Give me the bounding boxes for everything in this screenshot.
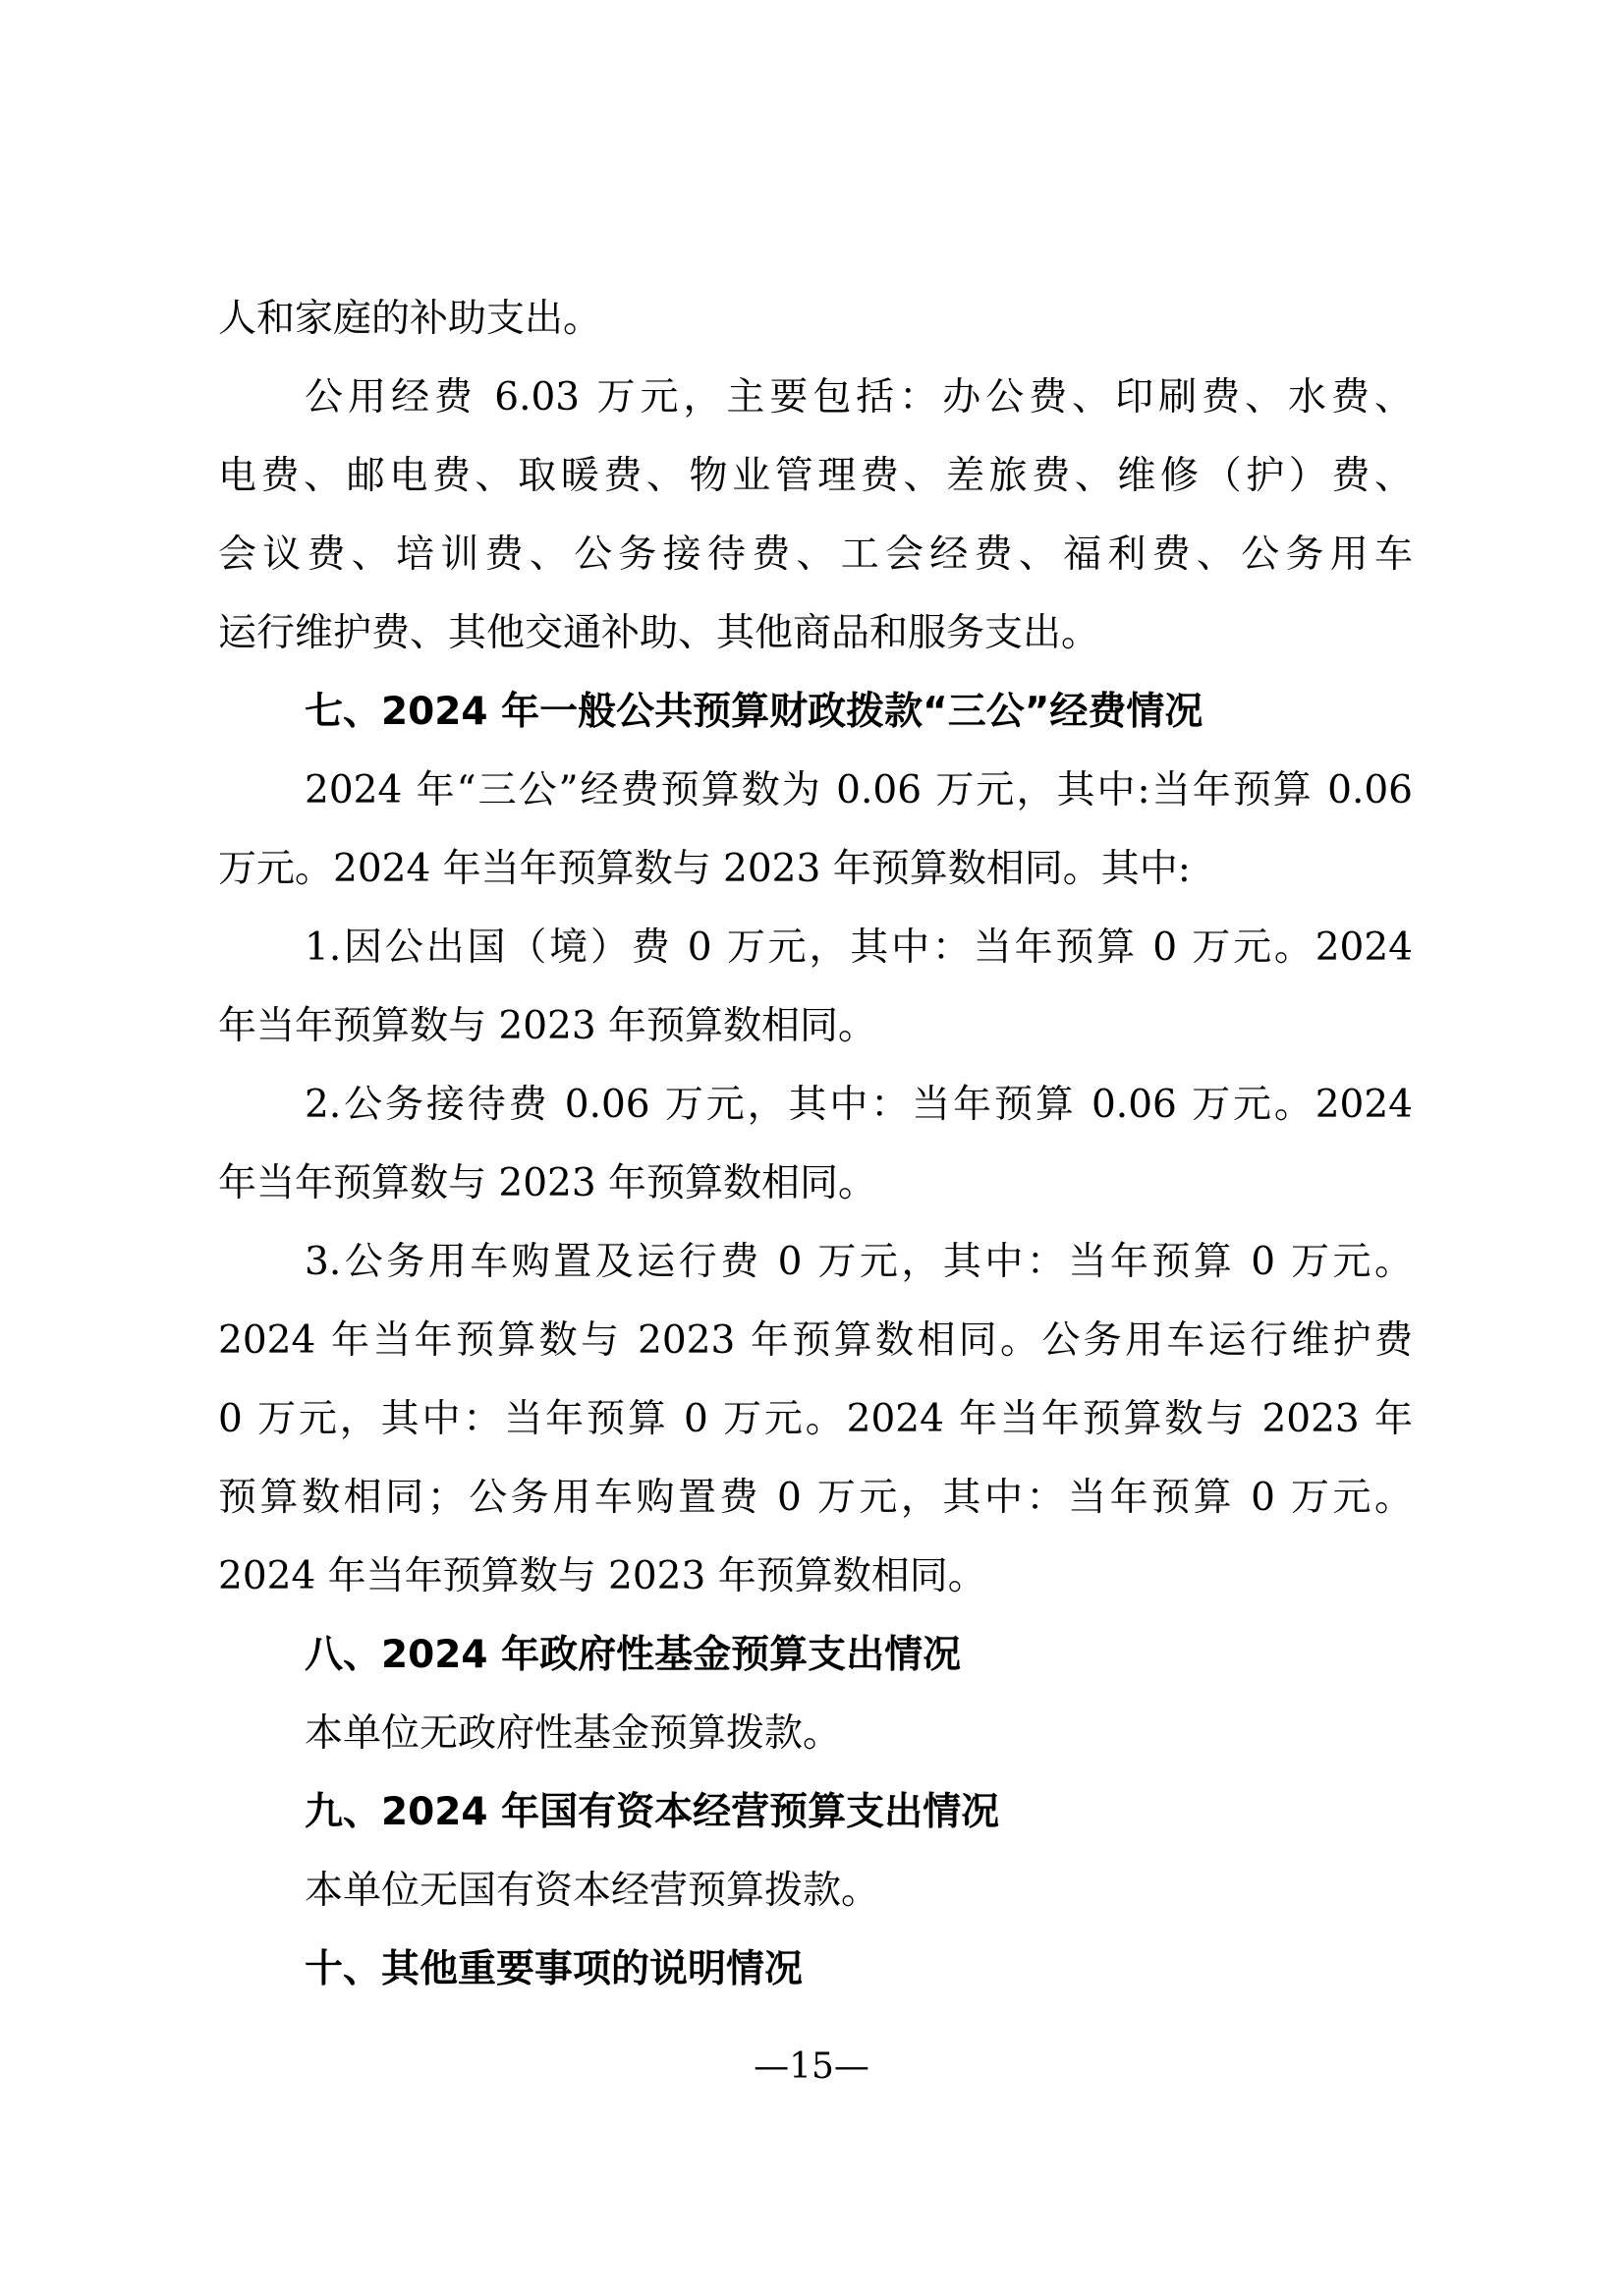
paragraph-line: 2024 年当年预算数与 2023 年预算数相同。公务用车运行维护费 bbox=[218, 1318, 1413, 1363]
paragraph-line: 3.公务用车购置及运行费 0 万元，其中：当年预算 0 万元。 bbox=[305, 1240, 1413, 1284]
section-heading-9: 九、2024 年国有资本经营预算支出情况 bbox=[305, 1790, 1000, 1834]
paragraph-line: 运行维护费、其他交通补助、其他商品和服务支出。 bbox=[218, 611, 1100, 655]
paragraph-line: 万元。2024 年当年预算数与 2023 年预算数相同。其中: bbox=[218, 847, 1191, 891]
paragraph-line: 年当年预算数与 2023 年预算数相同。 bbox=[218, 1161, 877, 1205]
document-body bbox=[218, 280, 1413, 2009]
paragraph-line: 会议费、培训费、公务接待费、工会经费、福利费、公务用车 bbox=[218, 532, 1413, 577]
paragraph-line: 年当年预算数与 2023 年预算数相同。 bbox=[218, 1004, 877, 1048]
page-number: —15— bbox=[754, 2046, 869, 2087]
paragraph-line: 1.因公出国（境）费 0 万元，其中：当年预算 0 万元。2024 bbox=[305, 925, 1413, 970]
paragraph-line: 人和家庭的补助支出。 bbox=[218, 297, 602, 341]
paragraph-line: 本单位无国有资本经营预算拨款。 bbox=[305, 1869, 880, 1913]
paragraph-line: 预算数相同；公务用车购置费 0 万元，其中：当年预算 0 万元。 bbox=[218, 1476, 1413, 1520]
paragraph-line: 2.公务接待费 0.06 万元，其中：当年预算 0.06 万元。2024 bbox=[305, 1083, 1413, 1127]
paragraph-line: 2024 年“三公”经费预算数为 0.06 万元，其中:当年预算 0.06 bbox=[305, 768, 1413, 812]
section-heading-10: 十、其他重要事项的说明情况 bbox=[305, 1947, 804, 1991]
section-heading-7: 七、2024 年一般公共预算财政拨款“三公”经费情况 bbox=[305, 690, 1203, 734]
paragraph-line: 公用经费 6.03 万元，主要包括：办公费、印刷费、水费、 bbox=[305, 375, 1413, 420]
section-heading-8: 八、2024 年政府性基金预算支出情况 bbox=[305, 1633, 962, 1677]
paragraph-line: 电费、邮电费、取暖费、物业管理费、差旅费、维修（护）费、 bbox=[218, 454, 1413, 498]
paragraph-line: 2024 年当年预算数与 2023 年预算数相同。 bbox=[218, 1554, 986, 1598]
paragraph-line: 本单位无政府性基金预算拨款。 bbox=[305, 1711, 842, 1756]
paragraph-line: 0 万元，其中：当年预算 0 万元。2024 年当年预算数与 2023 年 bbox=[218, 1397, 1413, 1441]
